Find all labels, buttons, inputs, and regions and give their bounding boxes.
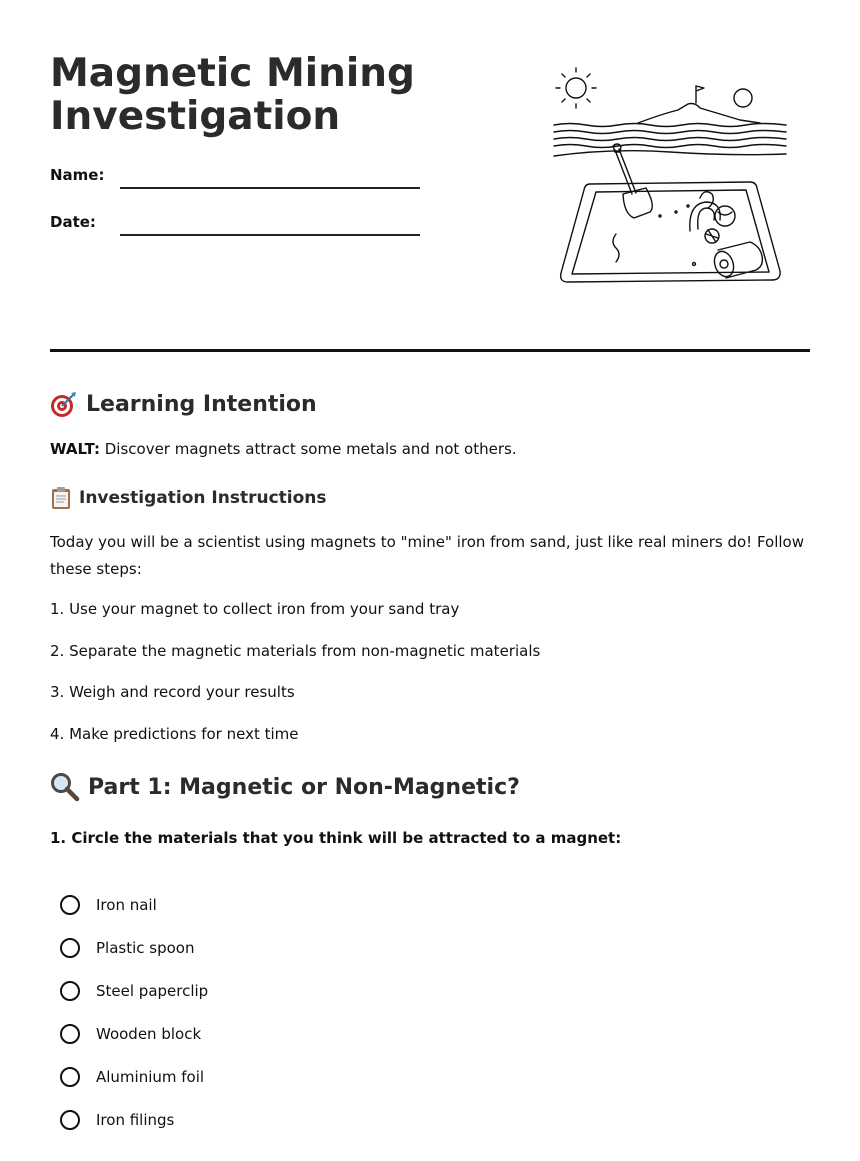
- option-label: Wooden block: [96, 1025, 202, 1043]
- magnifying-glass-icon: [50, 772, 80, 802]
- option-iron-filings[interactable]: [60, 1107, 174, 1133]
- date-label: Date:: [50, 213, 96, 231]
- instructions-heading: [50, 486, 327, 510]
- name-label: Name:: [50, 166, 105, 184]
- walt-text: Discover magnets attract some metals and not others.: [99, 440, 517, 458]
- option-wooden-block[interactable]: [60, 1021, 201, 1047]
- header-divider: [50, 349, 810, 352]
- step-1: 1. Use your magnet to collect iron from your sand tray: [50, 600, 460, 618]
- date-field[interactable]: [120, 234, 420, 236]
- title-line-2: Investigation: [50, 94, 341, 139]
- step-2: 2. Separate the magnetic materials from non-magnetic materials: [50, 642, 541, 660]
- option-circle[interactable]: [60, 981, 80, 1001]
- step-3: 3. Weigh and record your results: [50, 683, 295, 701]
- page-title: [50, 52, 510, 138]
- step-4: 4. Make predictions for next time: [50, 725, 299, 743]
- walt-statement: [50, 436, 810, 463]
- option-label: Iron filings: [96, 1111, 175, 1129]
- option-label: Plastic spoon: [96, 939, 195, 957]
- option-circle[interactable]: [60, 1067, 80, 1087]
- clipboard-icon: [50, 486, 72, 510]
- learning-intention-heading: [50, 390, 317, 418]
- option-circle[interactable]: [60, 938, 80, 958]
- sand-tray-beach-illustration: [550, 66, 792, 288]
- instructions-intro: Today you will be a scientist using magnets to "mine" iron from sand, just like real miners do! Follow these steps:: [50, 533, 805, 578]
- instructions-title: Investigation Instructions: [79, 488, 327, 508]
- option-plastic-spoon[interactable]: [60, 935, 194, 961]
- target-dart-icon: [50, 390, 78, 418]
- option-label: Iron nail: [96, 896, 157, 914]
- option-label: Aluminium foil: [96, 1068, 205, 1086]
- part1-title: Part 1: Magnetic or Non-Magnetic?: [88, 774, 520, 800]
- learning-intention-title: Learning Intention: [86, 391, 317, 417]
- option-aluminium-foil[interactable]: [60, 1064, 204, 1090]
- name-field[interactable]: [120, 187, 420, 189]
- question-1: 1. Circle the materials that you think will be attracted to a magnet:: [50, 829, 622, 847]
- option-circle[interactable]: [60, 1110, 80, 1130]
- option-circle[interactable]: [60, 895, 80, 915]
- part1-heading: [50, 772, 520, 802]
- walt-label: WALT:: [50, 440, 100, 458]
- option-circle[interactable]: [60, 1024, 80, 1044]
- option-steel-paperclip[interactable]: [60, 978, 208, 1004]
- option-label: Steel paperclip: [96, 982, 209, 1000]
- worksheet-header: [50, 52, 810, 352]
- title-line-1: Magnetic Mining: [50, 51, 415, 96]
- option-iron-nail[interactable]: [60, 892, 157, 918]
